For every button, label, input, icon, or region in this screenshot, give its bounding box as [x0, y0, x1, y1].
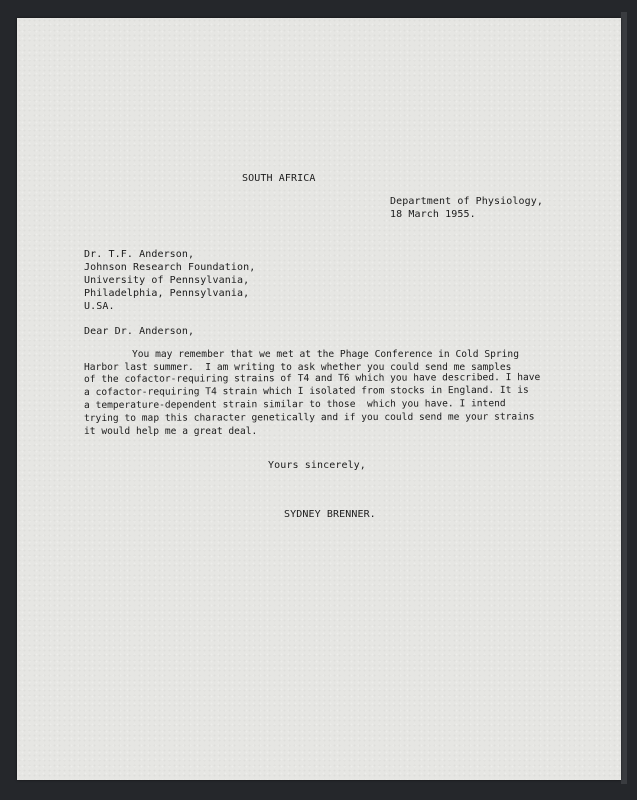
- signature-name: SYDNEY BRENNER.: [284, 509, 376, 520]
- body-line: a temperature-dependent strain similar to those which you have. I intend: [83, 398, 506, 411]
- body-line: trying to map this character genetically and if you could send me your strains: [83, 411, 535, 424]
- recipient-line: U.SA.: [84, 301, 115, 312]
- sender-department: Department of Physiology,: [390, 196, 544, 207]
- body-line: a cofactor-requiring T4 strain which I isolated from stocks in England. It is: [83, 384, 529, 398]
- letter-date: 18 March 1955.: [390, 209, 476, 220]
- closing: Yours sincerely,: [268, 460, 366, 471]
- recipient-line: Dr. T.F. Anderson,: [84, 249, 195, 260]
- body-line: Harbor last summer. I am writing to ask whether you could send me samples: [84, 362, 512, 373]
- recipient-line: University of Pennsylvania,: [84, 275, 250, 286]
- body-line: You may remember that we met at the Phage Conference in Cold Spring: [132, 349, 519, 360]
- letter-page: [17, 18, 621, 780]
- letterhead-country: SOUTH AFRICA: [242, 173, 316, 184]
- recipient-line: Philadelphia, Pennsylvania,: [84, 288, 250, 299]
- recipient-line: Johnson Research Foundation,: [84, 262, 256, 273]
- salutation: Dear Dr. Anderson,: [84, 326, 195, 337]
- body-line: it would help me a great deal.: [84, 426, 258, 437]
- page-edge: [621, 12, 627, 784]
- body-line: of the cofactor-requiring strains of T4 and T6 which you have described. I have: [83, 372, 541, 385]
